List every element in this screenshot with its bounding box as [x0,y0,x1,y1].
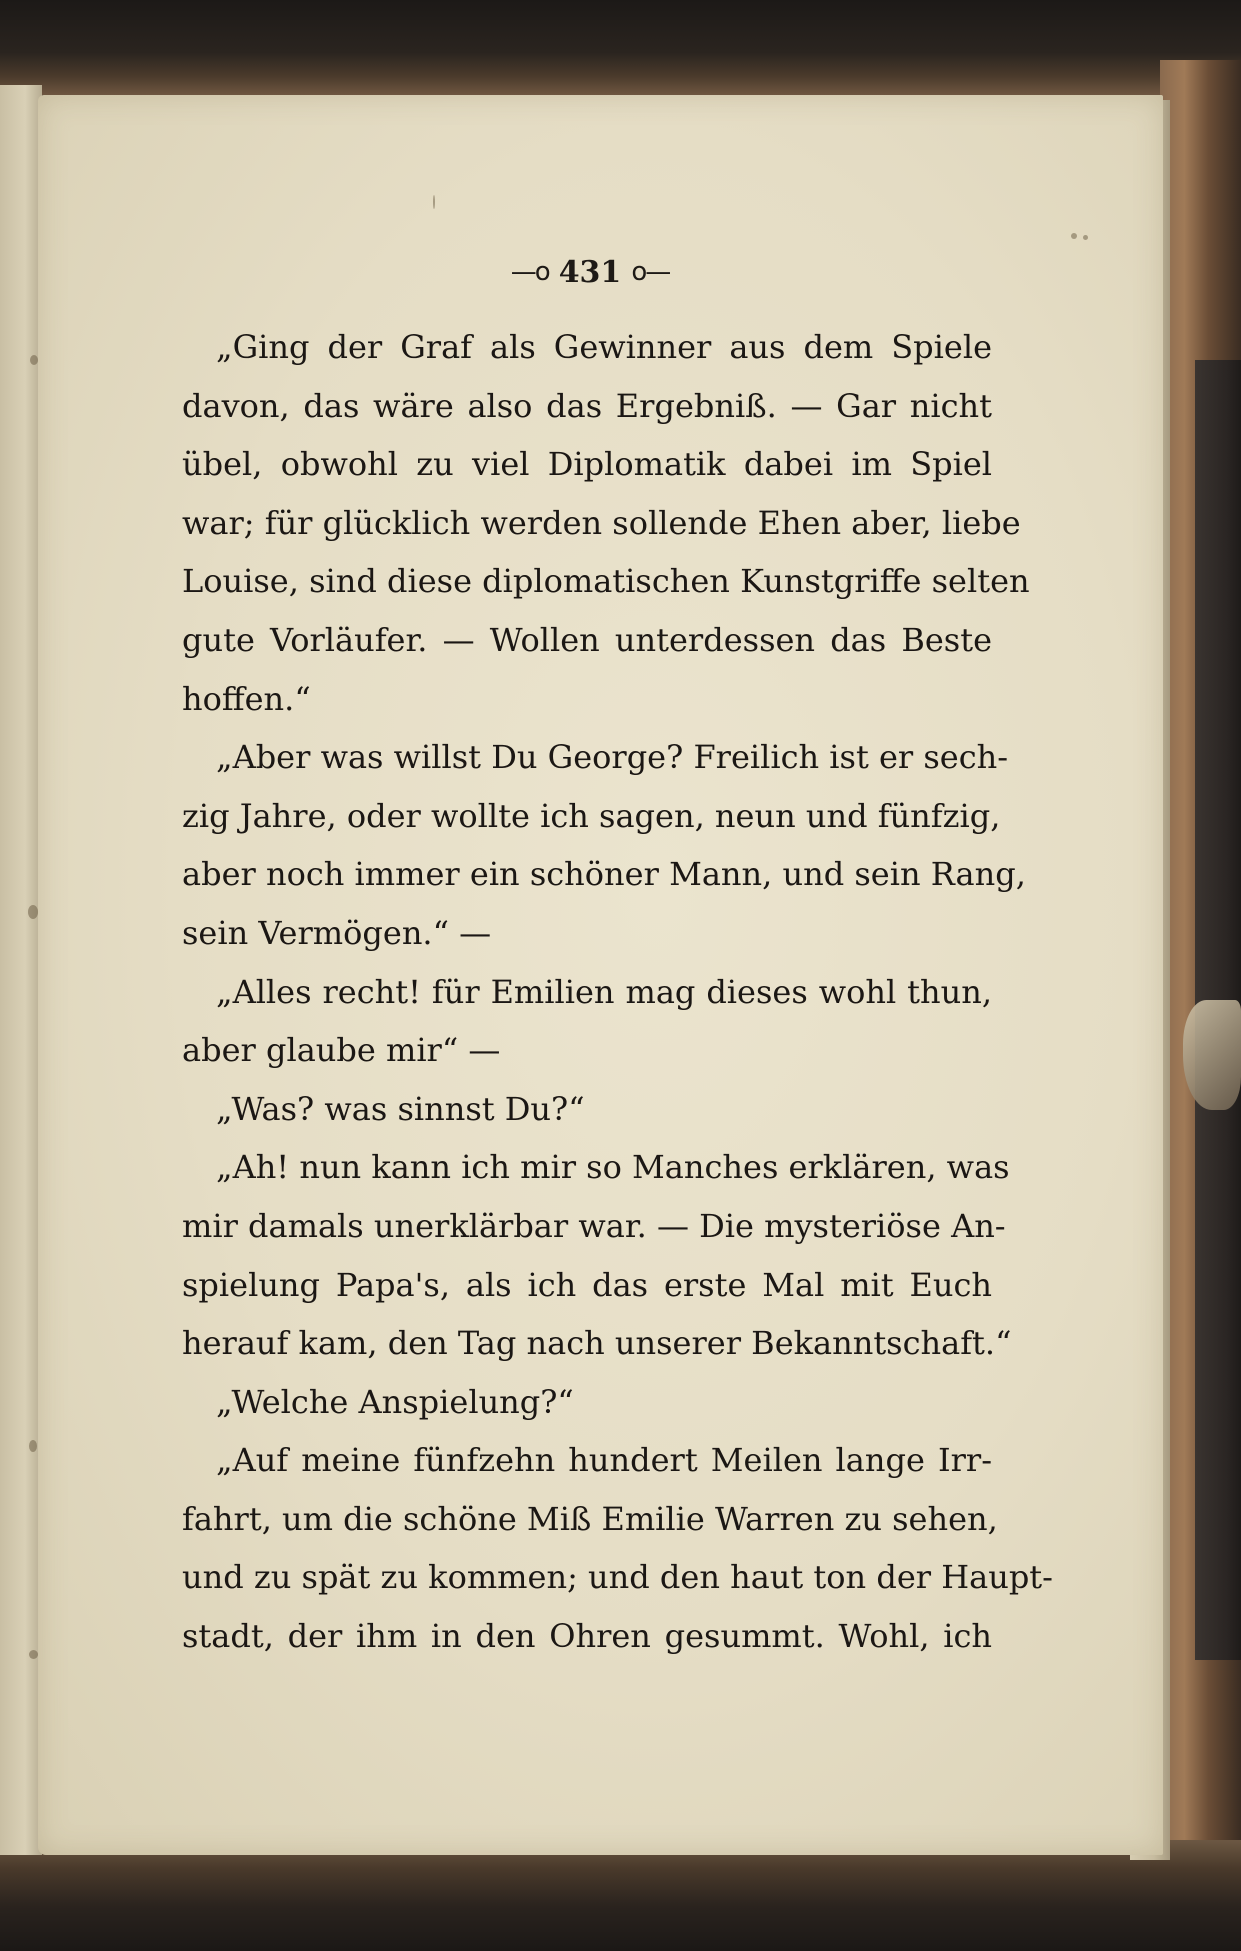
text-line: spielung Papa's, als ich das erste Mal mit Euch [182,1265,992,1304]
text-line: hoffen.“ [182,679,311,718]
book-cover-top-edge [0,0,1241,95]
text-line: „Was? was sinnst Du?“ [216,1089,585,1128]
text-line: stadt, der ihm in den Ohren gesummt. Wohl, ich [182,1617,992,1656]
ink-spot [1083,235,1088,240]
ink-spot [28,905,38,919]
ink-spot [1071,233,1077,239]
text-line: „Auf meine fünfzehn hundert Meilen lange Irr- [216,1441,992,1480]
text-line: „Aber was willst Du George? Freilich ist er sech- [216,738,1009,777]
text-line: „Ah! nun kann ich mir so Manches erklären, was [216,1148,1010,1187]
text-line: und zu spät zu kommen; und den haut ton der Haupt- [182,1558,1053,1597]
text-line: herauf kam, den Tag nach unserer Bekanntschaft.“ [182,1324,1012,1363]
facing-page-edge [0,85,42,1855]
body-text [182,318,1053,1666]
ink-spot [29,1650,38,1659]
text-line: gute Vorläufer. — Wollen unterdessen das Beste [182,620,992,659]
ink-spot [433,195,435,209]
page-number-header [490,252,690,292]
text-line: aber noch immer ein schöner Mann, und sein Rang, [182,855,1026,894]
text-line: davon, das wäre also das Ergebniß. — Gar nicht [182,386,992,425]
ink-spot [30,355,38,365]
book-cover-bottom-edge [0,1840,1241,1951]
text-line: übel, obwohl zu viel Diplomatik dabei im Spiel [182,445,992,484]
text-line: mir damals unerklärbar war. — Die mysteriöse An- [182,1206,1006,1245]
text-line: Louise, sind diese diplomatischen Kunstgriffe selten [182,562,1030,601]
text-line: fahrt, um die schöne Miß Emilie Warren zu sehen, [182,1499,998,1538]
ornament-right: o— [631,257,670,287]
text-line: aber glaube mir“ — [182,1031,501,1070]
text-line: zig Jahre, oder wollte ich sagen, neun und fünfzig, [182,796,1001,835]
torn-paper-patch [1183,1000,1241,1110]
ornament-left: —o [510,257,549,287]
ink-spot [29,1440,37,1452]
page-number: 431 [558,254,622,290]
text-line: sein Vermögen.“ — [182,913,492,952]
text-line: „Ging der Graf als Gewinner aus dem Spiele [216,328,992,366]
text-line: war; für glücklich werden sollende Ehen aber, liebe [182,503,1021,542]
text-line: „Alles recht! für Emilien mag dieses wohl thun, [216,972,992,1011]
text-line: „Welche Anspielung?“ [216,1382,574,1421]
